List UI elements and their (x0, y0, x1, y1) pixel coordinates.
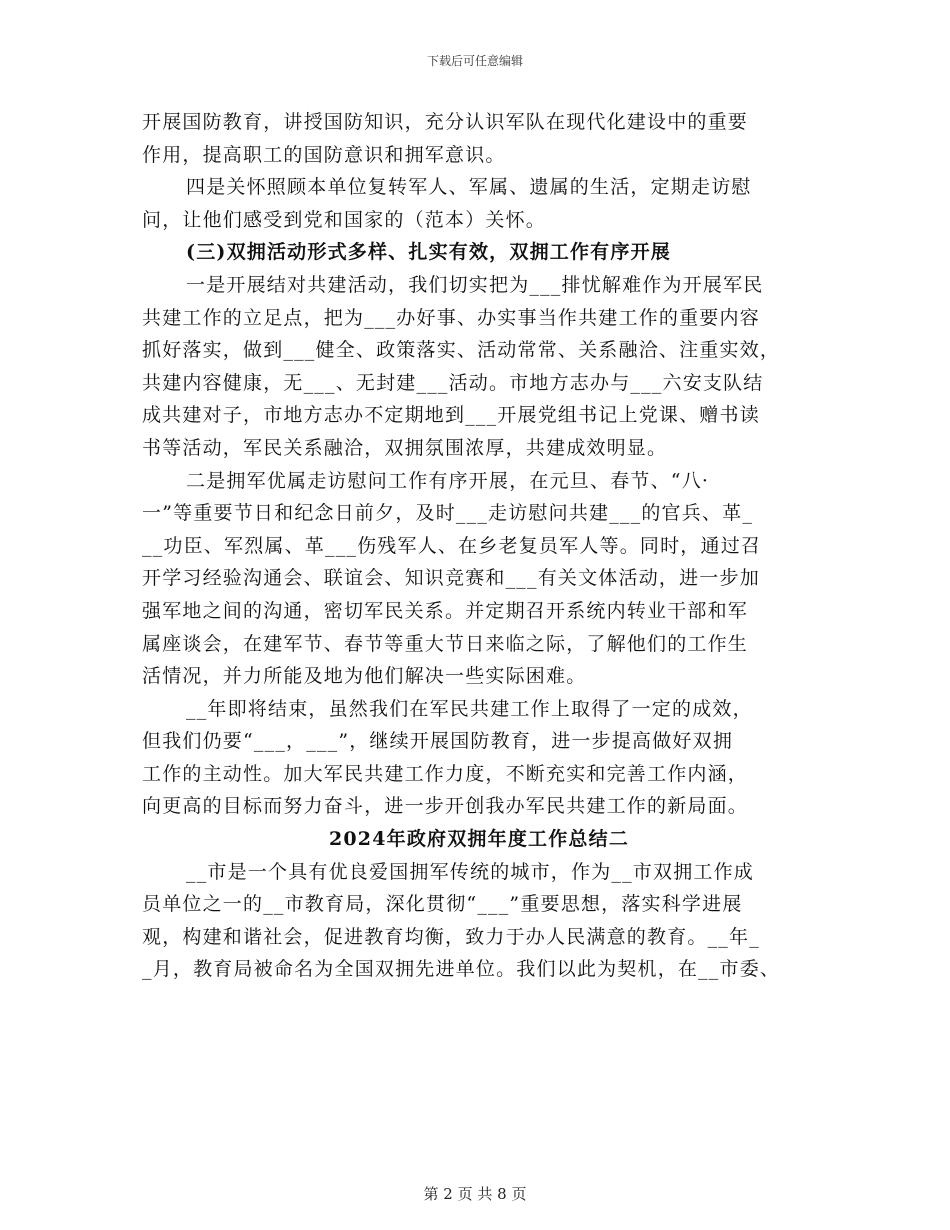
text-line: 属座谈会，在建军节、春节等重大节日来临之际，了解他们的工作生 (142, 632, 749, 655)
text-line: __年即将结束，虽然我们在军民共建工作上取得了一定的成效， (186, 697, 753, 720)
document-body (142, 106, 816, 986)
section-heading: (三)双拥活动形式多样、扎实有效，双拥工作有序开展 (186, 241, 671, 264)
document-title: 2024年政府双拥年度工作总结二 (328, 828, 630, 851)
text-line: _月，教育局被命名为全国双拥先进单位。我们以此为契机，在__市委、 (142, 958, 781, 981)
text-line: 共建内容健康，无___、无封建___活动。市地方志办与___六安支队结 (142, 371, 764, 394)
text-line: 但我们仍要“___，___”，继续开展国防教育，进一步提高做好双拥 (142, 730, 734, 753)
text-line: 开展国防教育，讲授国防知识，充分认识军队在现代化建设中的重要 (142, 111, 749, 133)
text-line: __市是一个具有优良爱国拥军传统的城市，作为__市双拥工作成 (186, 860, 755, 883)
text-line: 书等活动，军民关系融洽，双拥氛围浓厚，共建成效明显。 (142, 436, 668, 459)
text-line: 一是开展结对共建活动，我们切实把为___排忧解难作为开展军民 (186, 273, 764, 296)
text-line: 问，让他们感受到党和国家的（范本）关怀。 (142, 208, 547, 231)
text-line: 员单位之一的__市教育局，深化贯彻“___”重要思想，落实科学进展 (142, 893, 743, 916)
page-header: 下载后可任意编辑 (426, 54, 523, 68)
text-line: 抓好落实，做到___健全、政策落实、活动常常、关系融洽、注重实效， (142, 339, 781, 362)
text-line: 向更高的目标而努力奋斗，进一步开创我办军民共建工作的新局面。 (142, 795, 749, 818)
page-footer: 第 2 页 共 8 页 (423, 1185, 527, 1203)
text-line: 作用，提高职工的国防意识和拥军意识。 (142, 143, 506, 166)
text-line: 一”等重要节日和纪念日前夕，及时___走访慰问共建___的官兵、革_ (142, 502, 754, 525)
text-line: 共建工作的立足点，把为___办好事、办实事当作共建工作的重要内容 (142, 306, 760, 329)
text-line: 开学习经验沟通会、联谊会、知识竞赛和___有关文体活动，进一步加 (142, 567, 760, 590)
text-line: 观，构建和谐社会，促进教育均衡，致力于办人民满意的教育。__年_ (142, 925, 760, 948)
text-line: 二是拥军优属走访慰问工作有序开展，在元旦、春节、“八· (186, 469, 710, 492)
text-line: 成共建对子，市地方志办不定期地到___开展党组书记上党课、赠书读 (142, 404, 760, 427)
text-line: 四是关怀照顾本单位复转军人、军属、遗属的生活，定期走访慰 (186, 176, 752, 199)
text-line: __功臣、军烈属、革___伤残军人、在乡老复员军人等。同时，通过召 (142, 534, 762, 557)
text-line: 工作的主动性。加大军民共建工作力度，不断充实和完善工作内涵， (142, 762, 749, 785)
text-line: 强军地之间的沟通，密切军民关系。并定期召开系统内转业干部和军 (142, 599, 749, 622)
text-line: 活情况，并力所能及地为他们解决一些实际困难。 (142, 665, 587, 688)
